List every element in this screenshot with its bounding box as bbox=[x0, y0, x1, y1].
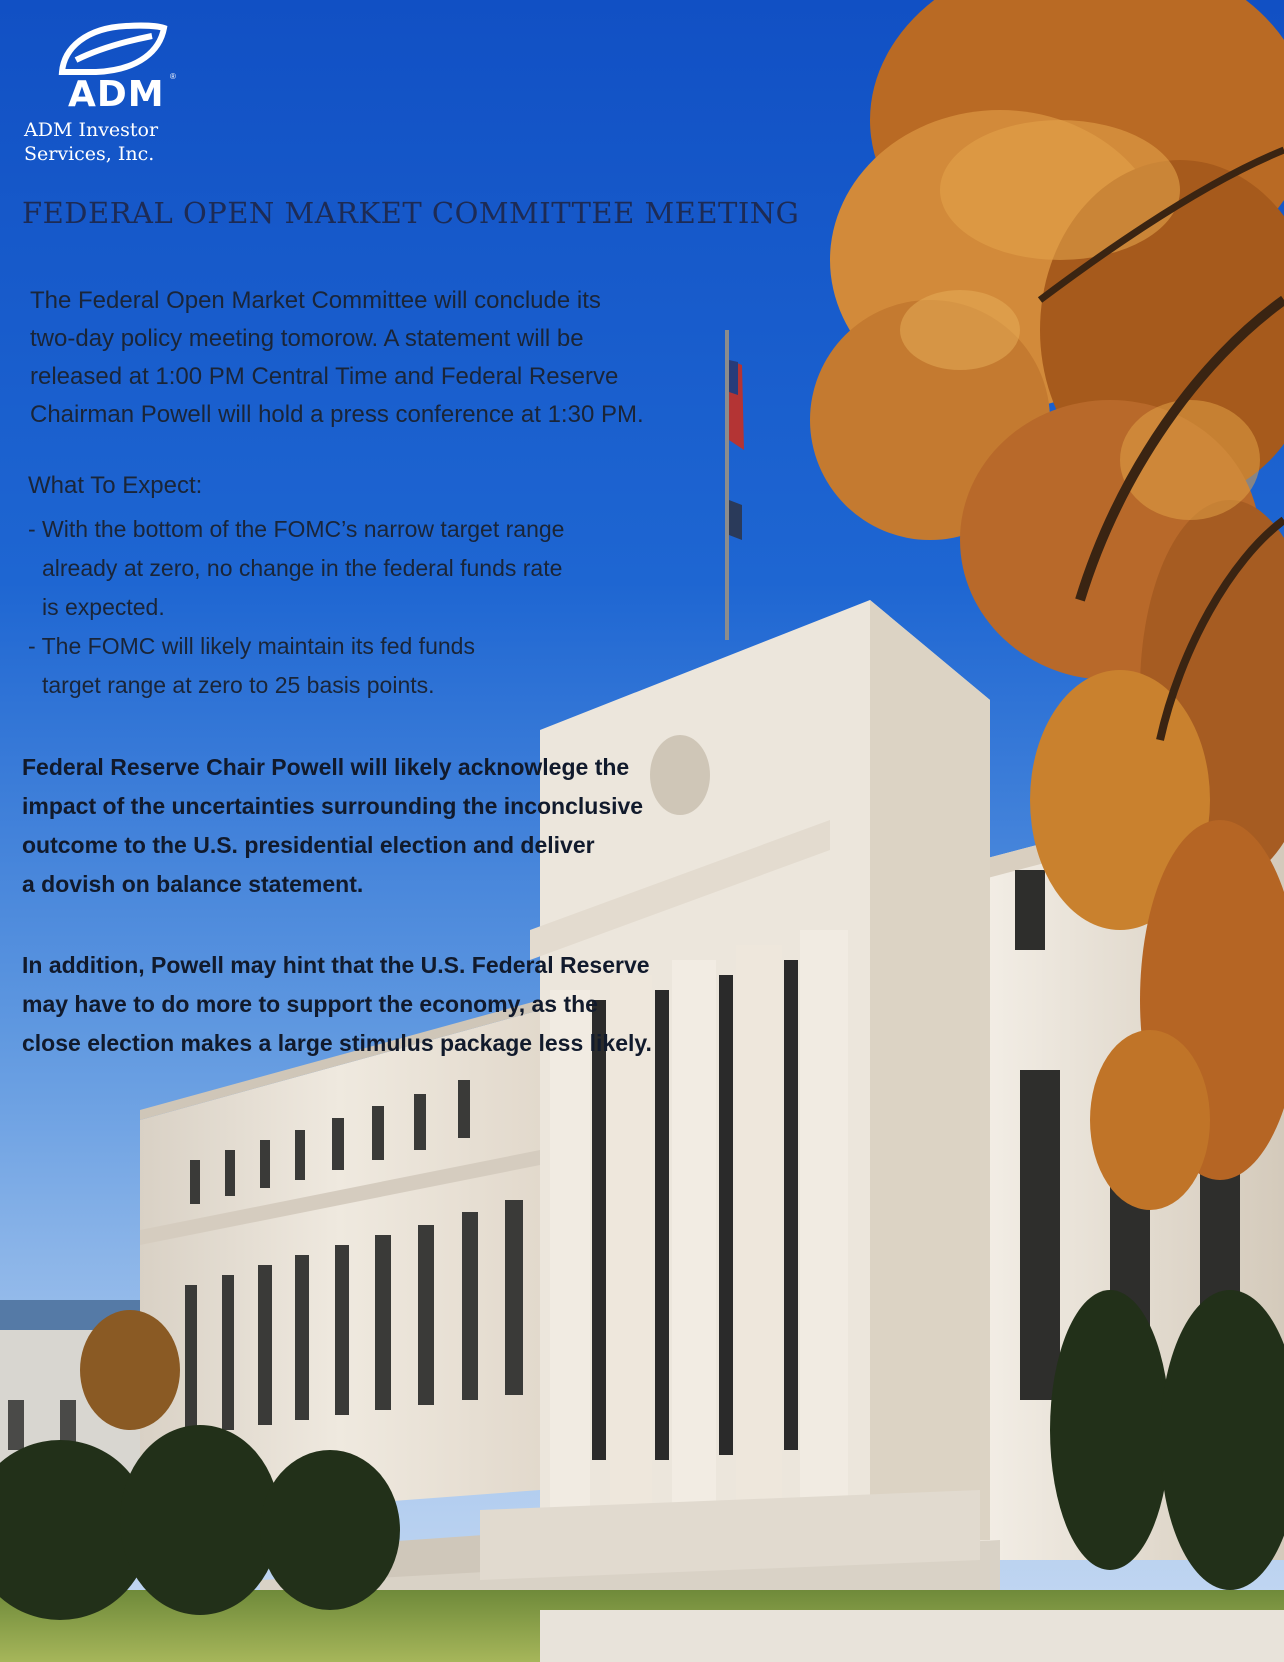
paragraph-line: may have to do more to support the economy, as the bbox=[22, 991, 598, 1017]
list-item-line: target range at zero to 25 basis points. bbox=[42, 672, 435, 698]
intro-line: two-day policy meeting tomorow. A statement will be bbox=[30, 325, 584, 352]
company-line-2: Services, Inc. bbox=[24, 143, 155, 165]
intro-line: The Federal Open Market Committee will conclude its bbox=[30, 287, 601, 314]
paragraph-line: Federal Reserve Chair Powell will likely acknowlege the bbox=[22, 754, 630, 780]
expect-list bbox=[28, 510, 564, 705]
intro-paragraph bbox=[30, 282, 730, 434]
paragraph-line: outcome to the U.S. presidential election and deliver bbox=[22, 832, 595, 858]
intro-line: Chairman Powell will hold a press conference at 1:30 PM. bbox=[30, 401, 644, 428]
page-title: FEDERAL OPEN MARKET COMMITTEE MEETING bbox=[22, 196, 800, 230]
company-line-1: ADM Investor bbox=[24, 119, 159, 141]
paragraph-line: In addition, Powell may hint that the U.S. Federal Reserve bbox=[22, 952, 650, 978]
expect-heading: What To Expect: bbox=[28, 472, 203, 499]
list-item-line: - With the bottom of the FOMC’s narrow target range bbox=[28, 516, 565, 542]
paragraph-line: close election makes a large stimulus package less likely. bbox=[22, 1030, 652, 1056]
list-item bbox=[28, 627, 564, 705]
stimulus-paragraph bbox=[22, 946, 652, 1063]
leaf-icon bbox=[56, 20, 168, 76]
powell-outlook-paragraph bbox=[22, 748, 643, 904]
registered-mark: ® bbox=[170, 72, 176, 81]
list-item-line: - The FOMC will likely maintain its fed funds bbox=[28, 633, 475, 659]
paragraph-line: a dovish on balance statement. bbox=[22, 871, 364, 897]
company-name bbox=[24, 118, 158, 166]
logo-wordmark: ADM bbox=[68, 74, 165, 115]
list-item-line: is expected. bbox=[42, 594, 165, 620]
list-item-line: already at zero, no change in the federal funds rate bbox=[42, 555, 563, 581]
list-item bbox=[28, 510, 564, 627]
paragraph-line: impact of the uncertainties surrounding the inconclusive bbox=[22, 793, 644, 819]
intro-line: released at 1:00 PM Central Time and Federal Reserve bbox=[30, 363, 619, 390]
